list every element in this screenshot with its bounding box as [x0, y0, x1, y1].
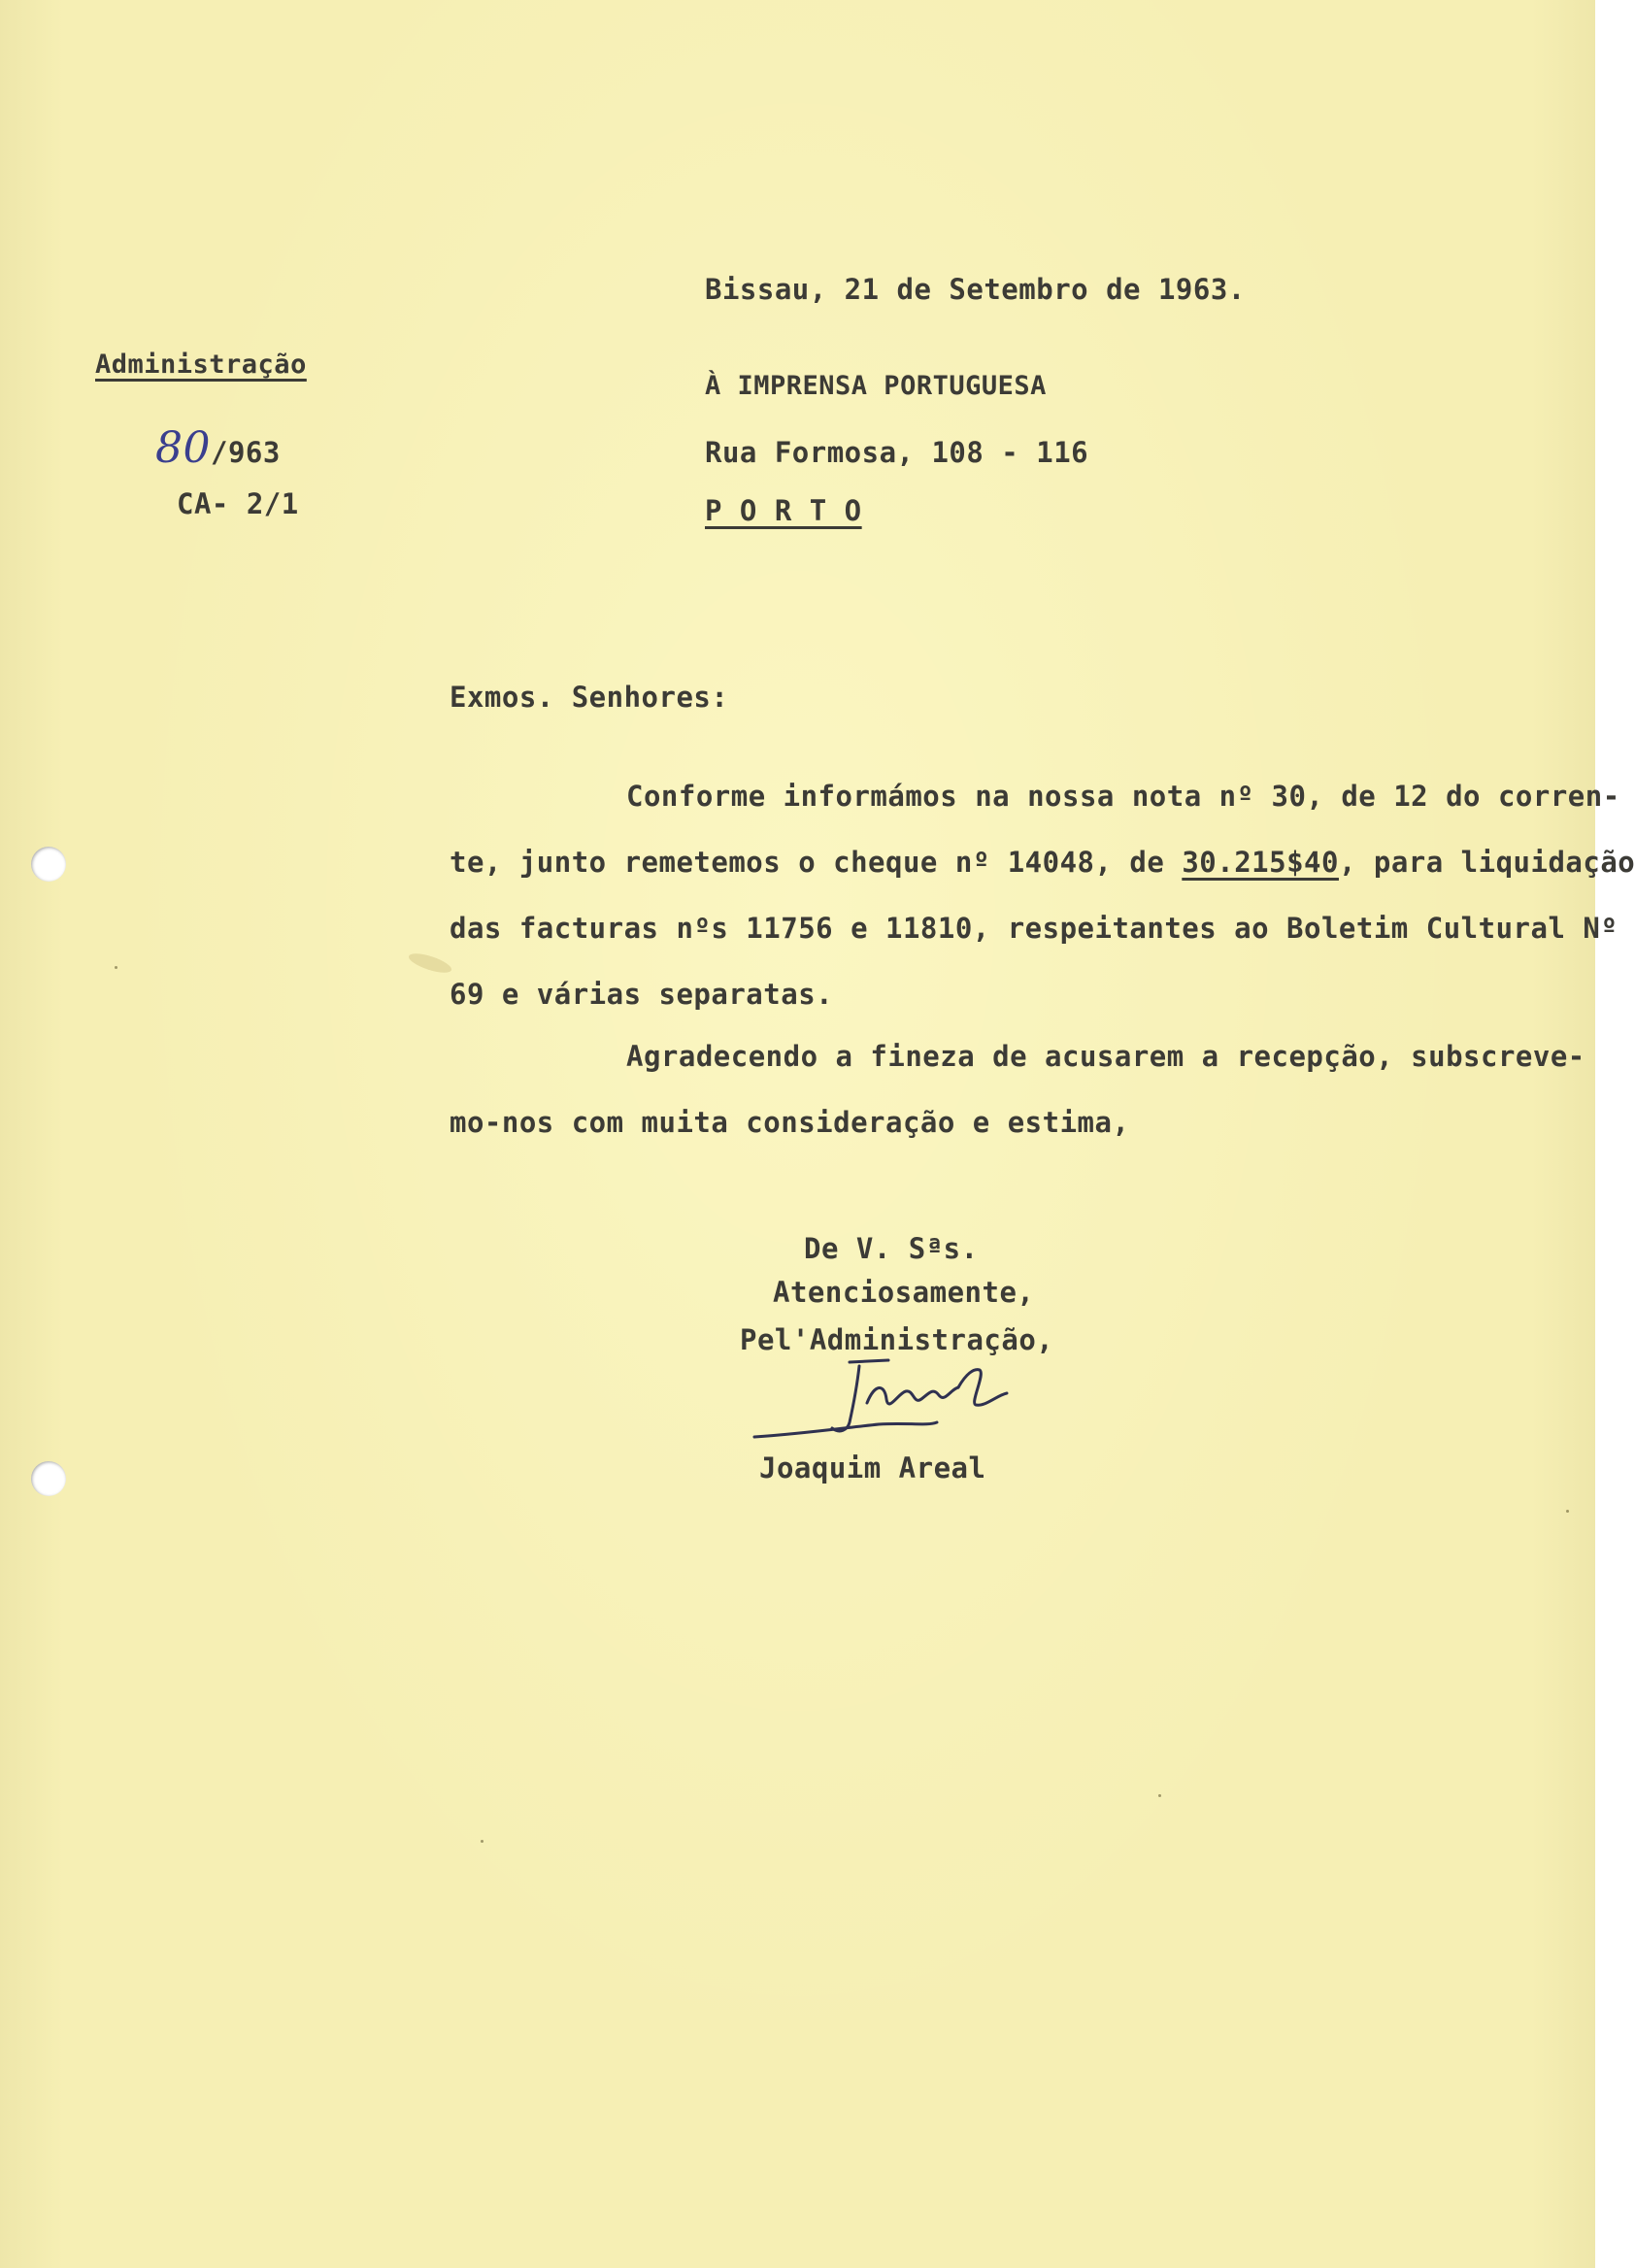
body-line: das facturas nºs 11756 e 11810, respeitantes ao Boletim Cultural Nº — [450, 912, 1618, 945]
salutation: Exmos. Senhores: — [450, 681, 729, 714]
closing-line: Atenciosamente, — [773, 1276, 1035, 1309]
closing-line: Pel'Administração, — [740, 1323, 1054, 1356]
punch-hole-bottom — [31, 1461, 66, 1496]
body-text-segment: , para liquidação — [1338, 846, 1635, 879]
signature-stroke — [850, 1360, 888, 1362]
reference-number — [155, 423, 281, 473]
body-line: mo-nos com muita consideração e estima, — [450, 1106, 1130, 1139]
body-line: 69 e várias separatas. — [450, 978, 834, 1011]
reference-year: /963 — [211, 436, 281, 469]
body-line — [450, 846, 1635, 879]
signature-stroke — [832, 1366, 859, 1431]
department-label: Administração — [95, 350, 307, 380]
recipient-city: P O R T O — [705, 494, 862, 527]
date-line: Bissau, 21 de Setembro de 1963. — [705, 273, 1246, 306]
closing-line: De V. Sªs. — [804, 1232, 979, 1265]
punch-hole-top — [31, 847, 66, 882]
paper-speck — [481, 1840, 484, 1843]
paper-stain — [407, 950, 453, 977]
recipient-name: À IMPRENSA PORTUGUESA — [705, 371, 1047, 401]
paper-speck — [1566, 1510, 1569, 1513]
paper-speck — [1158, 1794, 1161, 1797]
recipient-address: Rua Formosa, 108 - 116 — [705, 436, 1089, 469]
cheque-amount: 30.215$40 — [1182, 846, 1339, 879]
reference-handwritten: 80 — [155, 423, 211, 473]
body-text-segment: te, junto remetemos o cheque nº 14048, de — [450, 846, 1165, 879]
signature-stroke — [867, 1387, 958, 1404]
signatory-name: Joaquim Areal — [759, 1451, 986, 1484]
body-line: Agradecendo a fineza de acusarem a recepção, subscreve- — [626, 1040, 1585, 1073]
signature — [743, 1345, 1034, 1451]
paper-speck — [115, 966, 117, 969]
body-line: Conforme informámos na nossa nota nº 30, de 12 do corren- — [626, 780, 1620, 813]
reference-code: CA- 2/1 — [177, 487, 299, 520]
signature-stroke — [958, 1370, 1007, 1406]
